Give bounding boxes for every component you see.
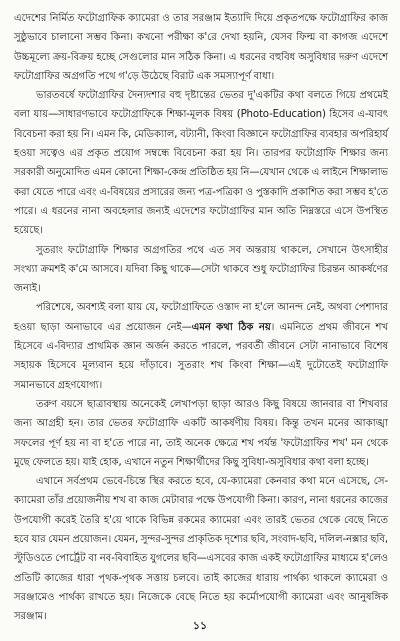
paragraph-4-text-after: । এমনিতে প্রথম জীবনে শখ হিসেবে এ-বিদ্যার প্রাথমিক জ্ঞান অর্জন করতে পারলে, পরবর্তী জীবনে সেটা নানাভাবে বিশেষ সহায়ক হিসেবে মূল্যবান হয়ে দাঁড়াবে। সুতরাং শখ কিংবা শিক্ষা—এই দুটোতেই ফটোগ্রাফি সমানভাবে গ্রহণযোগ্য। bbox=[14, 321, 388, 391]
paragraph-6: এখানে সর্বপ্রথম ভেবে-চিন্তে স্থির করতে হবে, যে-ক্যামেরা কেনবার কথা মনে এসেছে, সে-ক্যামেরা তাঁর প্রয়োজনীয় শখ বা কাজ মেটাবার পক্ষে উপযোগী কিনা। কারণ, নানা ধরনের কাজের উপযোগী করেই তৈরি হ'য়ে থাকে বিভিন্ন রকমের ক্যামেরা এবং তারই ভেতর থেকে বেছে নিতে হবে যার যেমন প্রয়োজন। যেমন, সুন্দর-সুন্দর প্রাকৃতিক দৃশ্যের ছবি, সংবাদ-ছবি, দলিল-নক্সার ছবি, স্টুডিওতে পোর্ট্রেট বা নব-বিবাহিত যুগলের ছবি—এসবের কাজ একই ফটোগ্রাফির মাধ্যমে হ'লেও প্রতিটি কাজের ধারা পৃথক-পৃথক সত্তায় চলবে। তাই কাজের ধারায় পার্থক্য থাকলে ক্যামেরা ও সরঞ্জামেও পার্থক্য রাখতে হয়। নিজেকে বেছে নিতে হয় কর্মোপযোগী ক্যামেরা এবং আনুষঙ্গিক সরঞ্জাম। bbox=[14, 476, 388, 623]
paragraph-4-emphasis: এমন কথা ঠিক নয় bbox=[191, 321, 271, 333]
paragraph-4-text-before: পরিশেষে, অবশ্যই বলা যায় যে, ফটোগ্রাফিতে ওস্তাদ না হ'লে আনন্দ নেই, অথবা পেশাদার হওয়া ছাড়া অনাভাবে এর প্রয়োজন নেই— bbox=[14, 302, 388, 333]
paragraph-4 bbox=[14, 298, 388, 394]
paragraph-1: এদেশের নির্মিত ফটোগ্রাফিক ক্যামেরা ও তার সরঞ্জাম ইত্যাদি দিয়ে প্রকৃতপক্ষে ফটোগ্রাফির কাজ সুষ্ঠুভাবে চালানো সম্ভব কিনা। কখনো পরীক্ষা ক'রে দেখা হয়নি, যেসব ফিল্ম বা কাগজ এদেশে উচ্চমূল্যে ক্রয়-বিক্রয় হচ্ছে সেগুলোর মান সঠিক কিনা। এ ধরনের বহুবিধ অসুবিধার দরুণ এদেশে ফটোগ্রাফির অগ্রগতি পথে গ'ড়ে উঠেছে বিরাট এক সমস্যাপূর্ণ বাধা। bbox=[14, 13, 388, 82]
paragraph-5: তরুণ বয়সে ছাত্রাবস্থায় অনেকেই লেখাপড়া ছাড়া আরও কিছু বিষয়ে জানবার বা শিখবার জন্য আগ্রহী হন। তার ভেতর ফটোগ্রাফি একটি আকর্ষণীয় বিষয়। কিন্তু তখন মনের আকাঙ্খা সফলের পূর্ণ হয় না বা হ'তে পারে না, তাই অনেক ক্ষেত্রে শখ পর্যন্ত 'ফটোগ্রাফির শখ' মন থেকে মুছে ফেলতে হয়। যাই হোক, এখানে নতুন শিক্ষার্থীদের কিছু সুবিধা-অসুবিধার কথা বলা হচ্ছে। bbox=[14, 398, 388, 468]
paragraph-2: ভারতবর্ষে ফটোগ্রাফির দৈন্যদশার বহু দৃষ্টান্তের ভেতর দু'একটির কথা বলতে গিয়ে প্রথমেই বলা যায়—সাধারণভাবে ফটোগ্রাফিকে শিক্ষা-মূলক বিষয় (Photo-Education) হিসেব এ-যাবৎ বিবেচনা করা হয় নি। এমন কি, মেডিক্যাল, বট্যানী, কিংবা বিজ্ঞানে ফটোগ্রাফির ব্যবহার অপরিহার্য হওয়া সত্বেও এর প্রকৃত প্রয়োগ সম্বন্ধে বিবেচনা করা হয় নি। তারপর ফটোগ্রাফি শিক্ষার জন্য সরকারী অনুমোদিত এমন কোনো শিক্ষা-কেন্দ্র প্রতিষ্ঠিত হয় নি—যেখান থেকে এ লাইনে শিক্ষালাভ করা যেতে পারে এবং এ-বিষয়ের প্রসারের জন্য পত্র-পত্রিকা ও পুস্তকাদি প্রকাশিত করা সম্ভব হ'তে পারে। এ ধরনের নানা অবহেলার জন্যই এদেশের ফটোগ্রাফির মান অতি নিম্নস্তরে এসে উপস্থিত হয়েছে। bbox=[14, 90, 388, 237]
paragraph-3: সুতরাং ফটোগ্রাফি শিক্ষার অগ্রগতির পথে এত সব অন্তরায় থাকলে, সেখানে উৎসাহীর সংখ্যা ক্রমশই ক'মে আসবে। যদিবা কিছু থাকে—সেটা থাকবে শুধু ফটোগ্রাফির চিরন্তন আকর্ষণের জন্যই। bbox=[14, 244, 388, 295]
page-number: ১১ bbox=[192, 619, 208, 632]
